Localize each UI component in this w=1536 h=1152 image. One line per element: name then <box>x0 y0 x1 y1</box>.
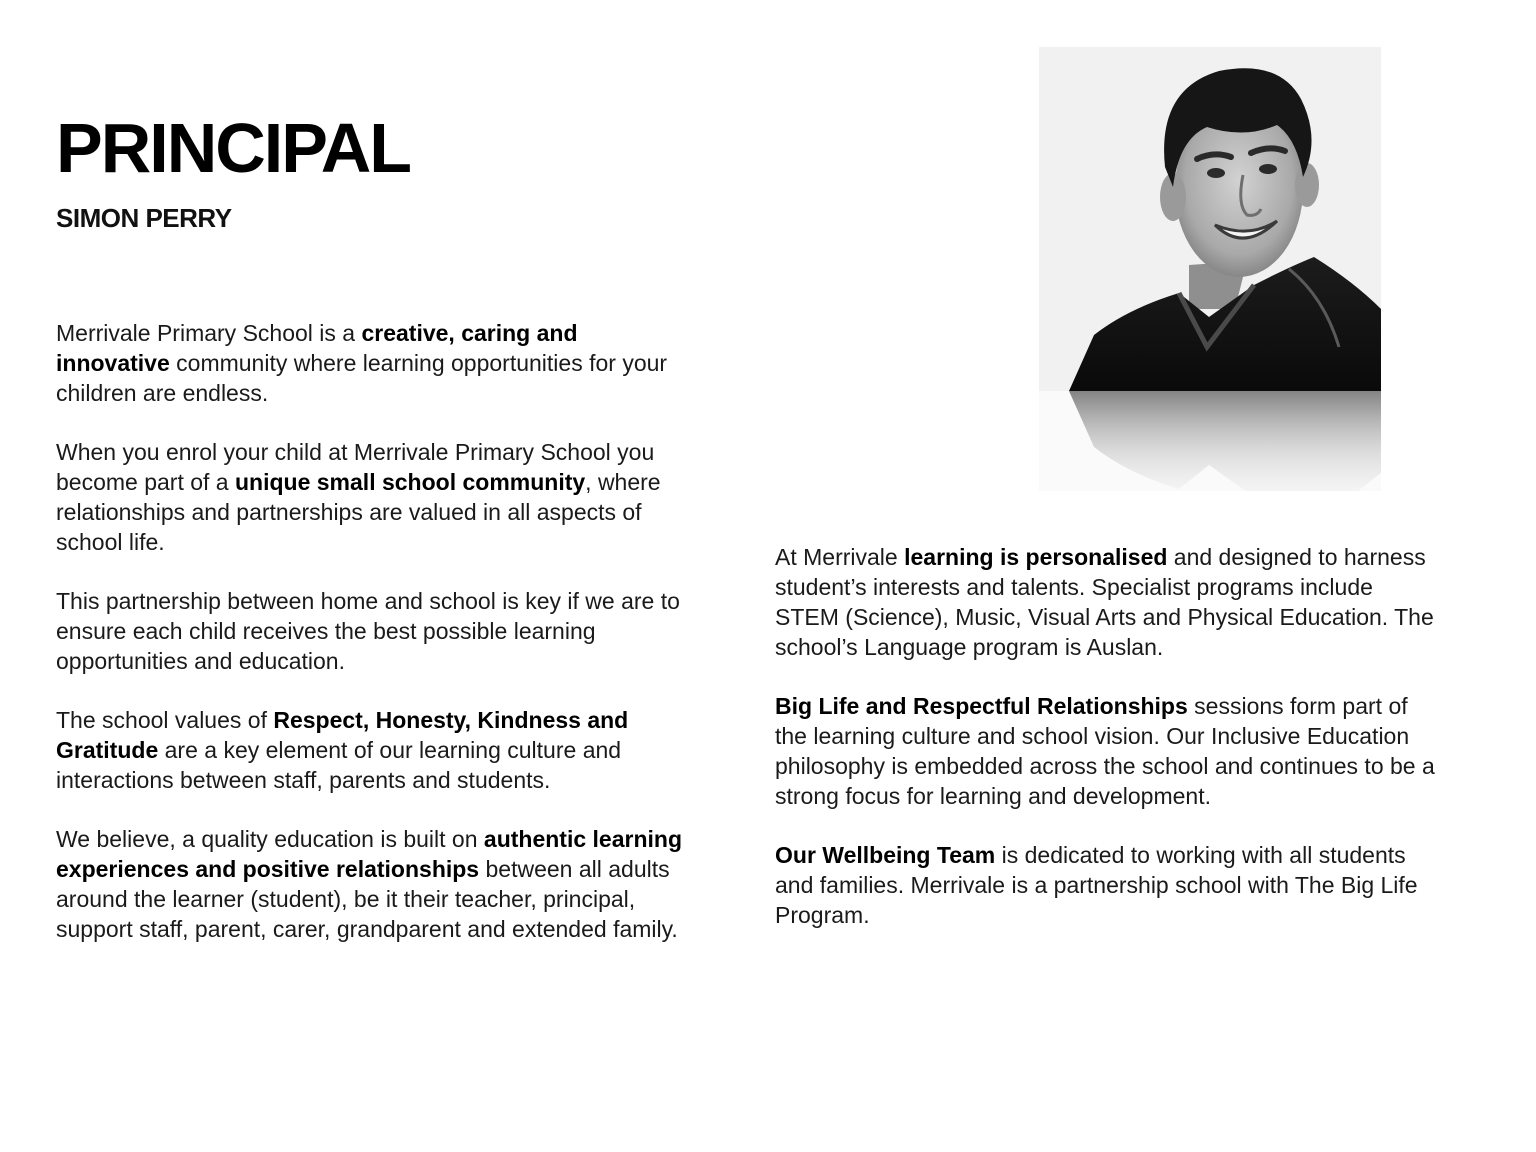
text-run: We believe, a quality education is built on <box>56 826 484 852</box>
text-run: between all adults around the learner (student), be it their teacher, principal, support staff, parent, carer, grandparent and extended family. <box>56 856 678 942</box>
text-run: This partnership between home and school is key if we are to ensure each child receives the best possible learning opportunities and education. <box>56 588 680 674</box>
emphasis-text: Respect, Honesty, Kindness and Gratitude <box>56 707 629 763</box>
emphasis-text: Big Life and Respectful Relationships <box>775 693 1188 719</box>
paragraph-wellbeing <box>775 840 1435 930</box>
text-run: The school values of <box>56 707 274 733</box>
paragraph-partnership <box>56 586 686 676</box>
text-run: At Merrivale <box>775 544 905 570</box>
page-title: PRINCIPAL <box>56 109 411 187</box>
portrait-reflection <box>1039 391 1381 525</box>
emphasis-text: learning is personalised <box>904 544 1168 570</box>
text-run: Merrivale Primary School is a <box>56 320 362 346</box>
paragraph-intro <box>56 318 686 408</box>
text-run: and designed to harness student’s interests and talents. Specialist programs include STEM (Science), Music, Visual Arts and Physical Education. The school’s Language program is Auslan. <box>775 544 1434 660</box>
right-text-column <box>775 542 1435 959</box>
paragraph-quality-education <box>56 824 686 944</box>
text-run: is dedicated to working with all students and families. Merrivale is a partnership school with The Big Life Program. <box>775 842 1418 928</box>
emphasis-text: Our Wellbeing Team <box>775 842 996 868</box>
emphasis-text: creative, caring and innovative <box>56 320 578 376</box>
principal-photo <box>1039 47 1381 525</box>
emphasis-text: unique small school community <box>235 469 586 495</box>
portrait-image <box>1039 47 1381 391</box>
text-run: are a key element of our learning culture and interactions between staff, parents and students. <box>56 737 622 793</box>
text-run: sessions form part of the learning culture and school vision. Our Inclusive Education philosophy is embedded across the school and continues to be a strong focus for learning and development. <box>775 693 1435 809</box>
paragraph-big-life <box>775 691 1435 811</box>
paragraph-values <box>56 705 686 795</box>
text-run: , where relationships and partnerships are valued in all aspects of school life. <box>56 469 661 555</box>
principal-name: SIMON PERRY <box>56 203 232 233</box>
text-run: community where learning opportunities for your children are endless. <box>56 350 668 406</box>
paragraph-personalised-learning <box>775 542 1435 662</box>
emphasis-text: authentic learning experiences and positive relationships <box>56 826 682 882</box>
paragraph-enrol <box>56 437 686 557</box>
left-text-column <box>56 318 686 973</box>
text-run: When you enrol your child at Merrivale Primary School you become part of a <box>56 439 655 495</box>
